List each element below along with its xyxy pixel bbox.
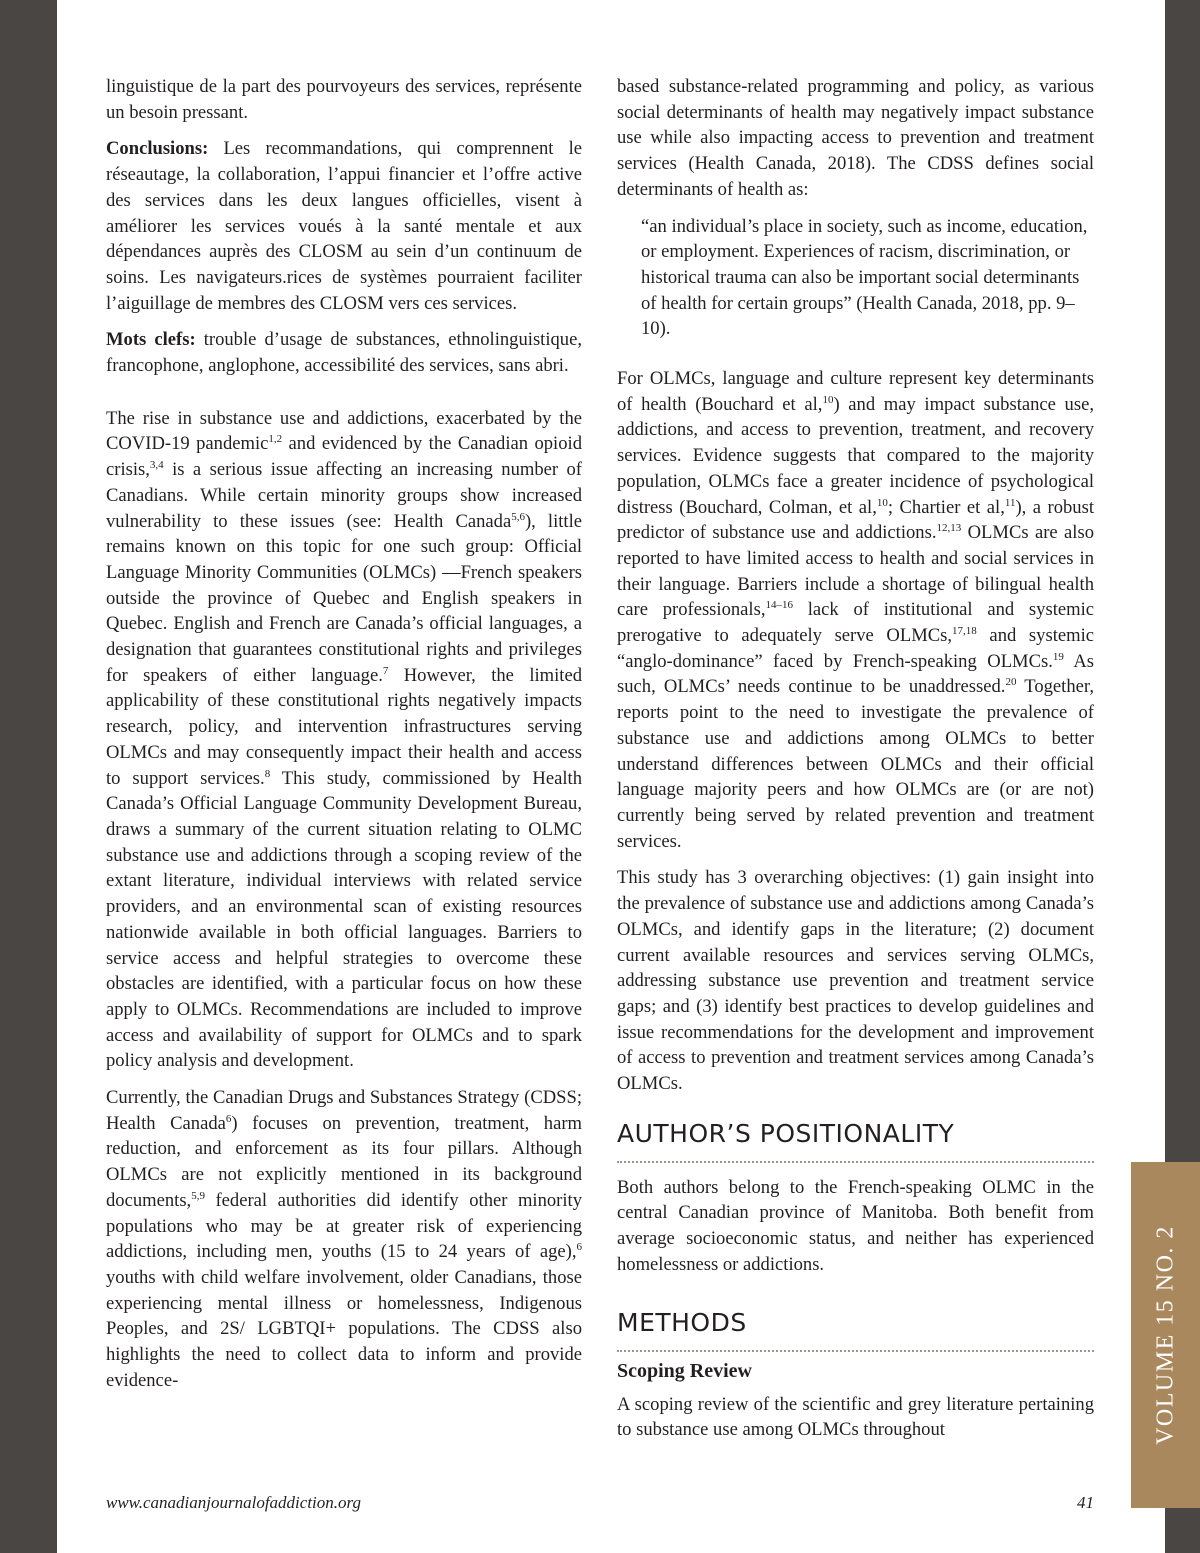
volume-label: VOLUME 15 NO. 2 — [1152, 1225, 1179, 1445]
conclusions-text: Les recommandations, qui comprennent le réseautage, la collaboration, l’appui financier et l’offre active des services dans les deux langues officielles, visent à améliorer les services voués à la santé mentale et aux dépendances auprès des CLOSM au sein d’un continuum de soins. Les navigateurs.rices de systèmes pourraient faciliter l’aiguillage de membres des CLOSM vers ces services. — [106, 138, 582, 314]
scoping-review-paragraph: A scoping review of the scientific and grey literature pertaining to substance use among OLMCs throughout — [617, 1393, 1094, 1441]
objectives-paragraph: This study has 3 overarching objectives: (1) gain insight into the prevalence of substance use and addictions among Canada’s OLMCs, and identify gaps in the literature; (2) document current available resources and services serving OLMCs, addressing substance use prevention and treatment service gaps; and (3) identify best practices to develop guidelines and issue recommendations for the development and improvement of access to prevention and treatment services among Canada’s OLMCs. — [617, 867, 1094, 1095]
positionality-paragraph: Both authors belong to the French-speaking OLMC in the central Canadian province of Manitoba. Both benefit from average socioeconomic status, and neither has experienced homelessness or addictions. — [617, 1176, 1094, 1275]
paragraph-french-continued: linguistique de la part des pourvoyeurs des services, représente un besoin pressant. — [106, 76, 582, 123]
scoping-review-subheading: Scoping Review — [617, 1359, 752, 1382]
conclusions-label: Conclusions: — [106, 138, 209, 160]
methods-heading: METHODS — [617, 1308, 1094, 1352]
page-number: 41 — [1077, 1493, 1094, 1512]
positionality-heading: AUTHOR’S POSITIONALITY — [617, 1119, 1094, 1163]
keywords-label: Mots clefs: — [106, 329, 196, 351]
programming-paragraph: based substance-related programming and policy, as various social determinants of health may negatively impact substance use while also impacting access to prevention and treatment services (Health Canada, 2018). The CDSS defines social determinants of health as: — [617, 76, 1094, 200]
olmc-determinants-paragraph: For OLMCs, language and culture represent key determinants of health (Bouchard et al,$^{10}$) and may impact substance use, addictions, and access to prevention, treatment, and recovery services. Evidence suggests that compared to the majority population, OLMCs face a greater incidence of psychological distress (Bouchard, Colman, et al,$^{10}$; Chartier et al,$^{11}$), a robust predictor of substance use and addictions.$^{12,13}$ OLMCs are also reported to have limited access to health and social services in their language. Barriers include a shortage of bilingual health care professionals,$^{14-16}$ lack of institutional and systemic prerogative to adequately serve OLMCs,$^{17,18}$ and systemic “anglo-dominance” faced by French-speaking OLMCs.$^{19}$ As such, OLMCs’ needs continue to be unaddressed.$^{20}$ Together, reports point to the need to investigate the prevalence of substance use and addictions among OLMCs to better understand differences between OLMCs and their official language majority peers and how OLMCs are (or are not) currently being served by related prevention and treatment services. — [617, 368, 1094, 852]
block-quote: “an individual’s place in society, such as income, education, or employment. Experiences of racism, discrimination, or historical trauma can also be important social determinants of health for certain groups” (Health Canada, 2018, pp. 9–10). — [641, 215, 1088, 340]
right-column — [617, 74, 1094, 1454]
journal-url: www.canadianjournalofaddiction.org — [106, 1493, 362, 1512]
introduction-paragraph: The rise in substance use and addictions, exacerbated by the COVID-19 pandemic$^{1,2}$ and evidenced by the Canadian opioid crisis,$^{3,4}$ is a serious issue affecting an increasing number of Canadians. While certain minority groups show increased vulnerability to these issues (see: Health Canada$^{5,6}$), little remains known on this topic for one such group: Official Language Minority Communities (OLMCs) —French speakers outside the province of Quebec and English speakers in Quebec. English and French are Canada’s official languages, a designation that guarantees constitutional rights and privileges for speakers of either language.$^7$ However, the limited applicability of these constitutional rights negatively impacts research, policy, and intervention infrastructures serving OLMCs and may consequently impact their health and access to support services.$^8$ This study, commissioned by Health Canada’s Official Language Community Development Bureau, draws a summary of the current situation relating to OLMC substance use and addictions through a scoping review of the extant literature, individual interviews with related service providers, and an environmental scan of existing resources nationwide available in both official languages. Barriers to service access and helpful strategies to overcome these obstacles are identified, with a particular focus on how these apply to OLMCs. Recommendations are included to improve access and availability of support for OLMCs and to spark policy analysis and development. — [106, 407, 582, 1072]
conclusions-paragraph — [106, 136, 582, 316]
keywords-paragraph — [106, 327, 582, 378]
cdss-paragraph: Currently, the Canadian Drugs and Substances Strategy (CDSS; Health Canada$^6$) focuses on prevention, treatment, harm reduction, and enforcement as its four pillars. Although OLMCs are not explicitly mentioned in its background documents,$^{5,9}$ federal authorities did identify other minority populations who may be at greater risk of experiencing addictions, including men, youths (15 to 24 years of age),$^6$ youths with child welfare involvement, older Canadians, those experiencing mental illness or homelessness, Indigenous Peoples, and 2S/ LGBTQI+ populations. The CDSS also highlights the need to collect data to inform and provide evidence- — [106, 1087, 583, 1391]
left-column — [106, 74, 582, 1404]
keywords-text: trouble d’usage de substances, ethnolinguistique, francophone, anglophone, accessibilité des services, sans abri. — [106, 329, 583, 377]
